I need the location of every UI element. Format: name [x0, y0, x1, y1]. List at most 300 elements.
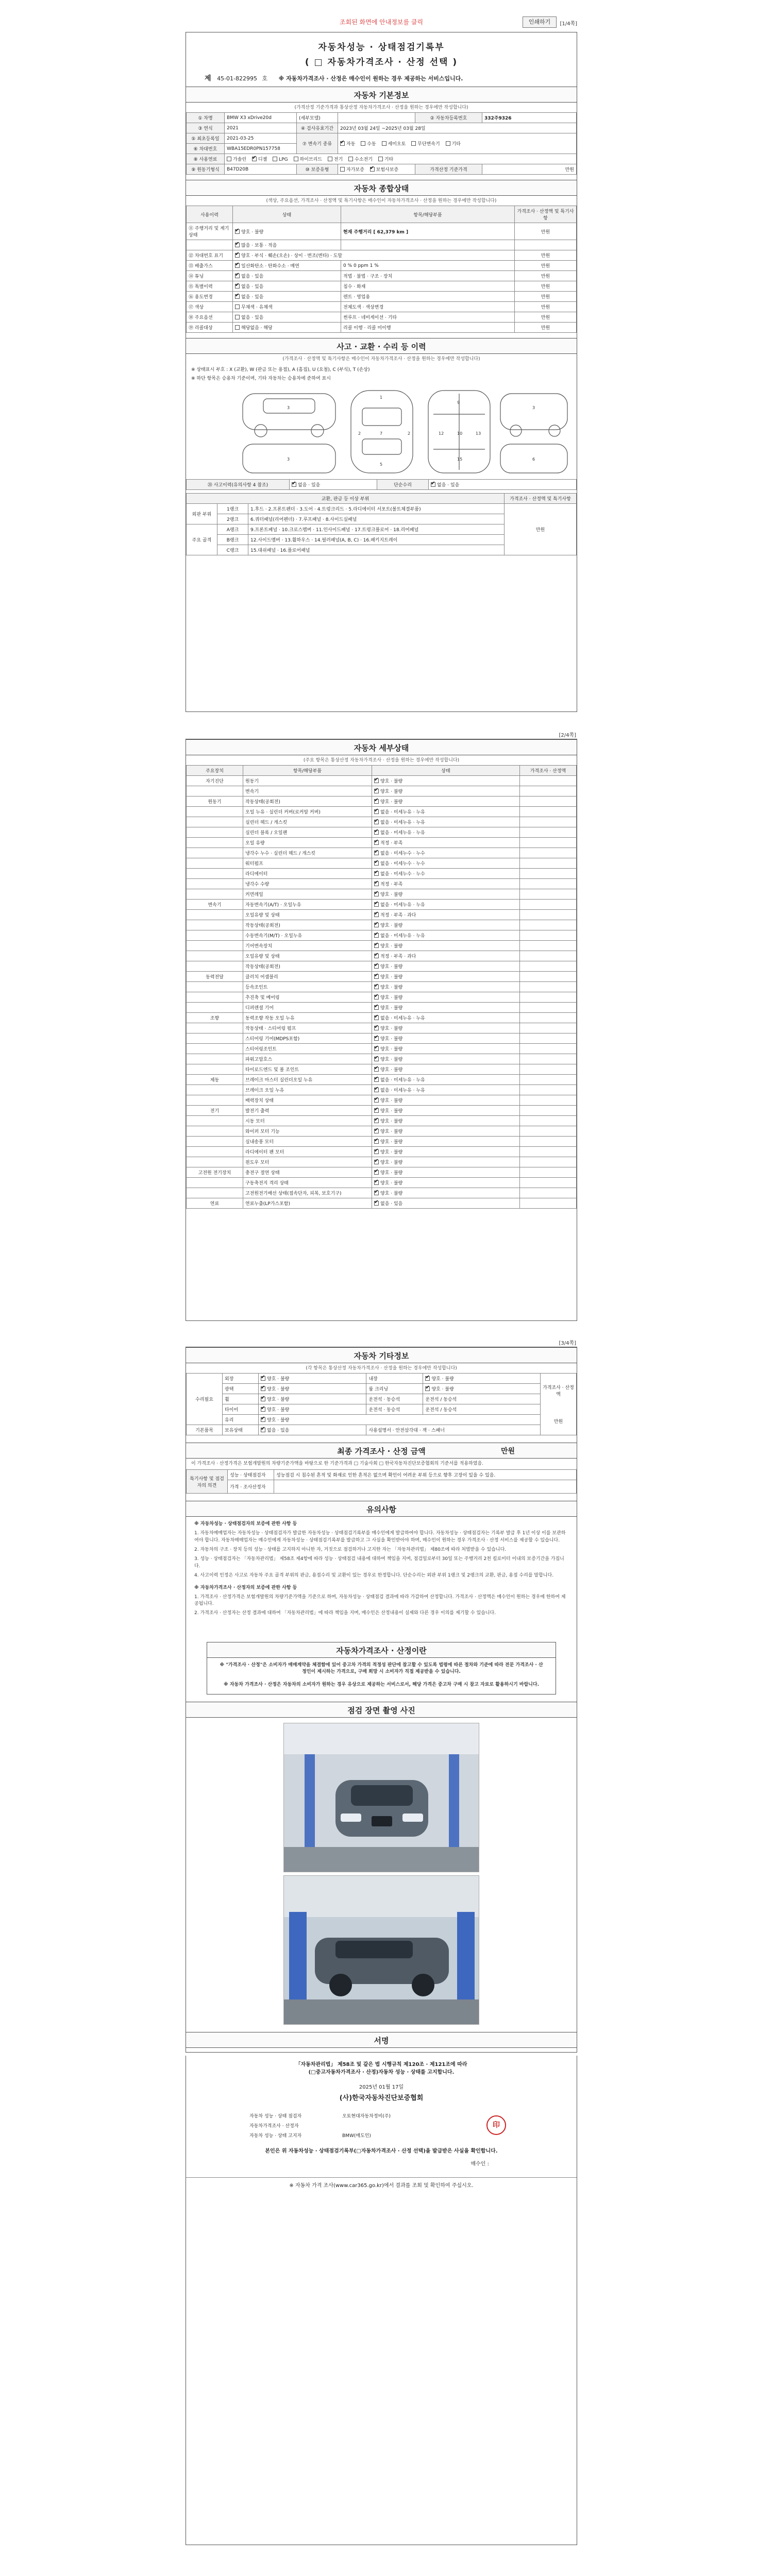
- item-cell: 연료누출(LP가스포함): [243, 1198, 372, 1209]
- item-cell: 기어변속장치: [243, 941, 372, 951]
- state-cell: [233, 271, 341, 281]
- price-cell: [520, 910, 577, 920]
- table-row: [187, 1394, 577, 1404]
- checkbox-icon: [340, 141, 345, 146]
- frame-price: 만원: [505, 504, 577, 555]
- table-row: [187, 164, 577, 175]
- basic-label: ④ 검사유효기간: [297, 123, 338, 133]
- checkbox-icon: [425, 1386, 430, 1391]
- caution-item: 2. 가격조사 · 산정자는 산정 결과에 대하여 「자동차관리법」에 따라 책임을 지며, 매수인은 산정내용이 실제와 다른 경우 이의를 제기할 수 있습니다.: [194, 1611, 496, 1616]
- checkbox-icon: [374, 1046, 379, 1051]
- device-cell: 원동기: [187, 796, 243, 807]
- state-text: 없음 · 미세누유 · 누유: [380, 831, 425, 836]
- checkbox-icon: [411, 141, 416, 146]
- device-cell: 제동: [187, 1075, 243, 1085]
- svg-text:9: 9: [457, 400, 460, 405]
- doc-no-suffix: 호: [262, 75, 268, 82]
- caution-item: 4. 사고이력 인정은 사고로 자동차 주요 골격 부위의 판금, 용접수리 및 교환이 있는 경우로 한정합니다. 단순수리는 외판 부위 1랭크 및 2랭크의 교환, 판금, 용접 수리를 말합니다.: [194, 1572, 554, 1578]
- table-row: [187, 920, 577, 930]
- checkbox-icon: [261, 1386, 265, 1391]
- other-item: 유리: [223, 1415, 259, 1425]
- state-cell: [372, 879, 520, 889]
- item-cell: 커먼레일: [243, 889, 372, 900]
- table-row: [187, 1404, 577, 1415]
- frame-parts: 6.쿼터패널(리어펜더) · 7.루프패널 · 8.사이드실패널: [248, 514, 505, 524]
- svg-text:3: 3: [287, 457, 290, 462]
- state-text: 양호 · 불량: [267, 1377, 290, 1382]
- price-cell: [520, 889, 577, 900]
- frame-parts: 15.대쉬패널 · 16.플로어패널: [248, 545, 505, 555]
- state-cell: [372, 1157, 520, 1167]
- sign-receipt: 본인은 위 자동차성능 · 상태점검기록부(□자동차가격조사 · 산정 선택)을 발급받은 사실을 확인합니다.: [265, 2148, 498, 2154]
- item-cell: 발전기 출력: [243, 1106, 372, 1116]
- device-cell: [187, 827, 243, 838]
- col-header: 상태: [372, 766, 520, 776]
- table-row: [187, 223, 577, 240]
- car-photo-icon: [284, 1876, 479, 2025]
- section-final: [186, 1443, 577, 1459]
- inspection-photo-side: [283, 1875, 479, 2025]
- device-cell: [187, 889, 243, 900]
- detail-table: [186, 765, 577, 1209]
- frame-rank: 2랭크: [217, 514, 248, 524]
- final-text: 이 가격조사 · 산정가격은 보험개발원의 차량기준가액을 바탕으로 한 기준가격과 □ 기술사회 □ 한국자동차진단보증협회의 기준서를 적용하였음.: [191, 1461, 484, 1466]
- frame-parts: 12.사이드멤버 · 13.휠하우스 · 14.필러패널(A, B, C) · 16.패키지트레이: [248, 535, 505, 545]
- price-cell: [520, 817, 577, 827]
- checkbox-icon: [431, 482, 435, 487]
- state-cell: [372, 796, 520, 807]
- checkbox-icon: [374, 882, 379, 886]
- price-cell: [520, 1116, 577, 1126]
- other-state: [259, 1404, 366, 1415]
- checkbox-icon: [374, 943, 379, 948]
- state-cell: [372, 1198, 520, 1209]
- state-cell: [372, 786, 520, 796]
- device-cell: [187, 869, 243, 879]
- state-cell: [372, 1013, 520, 1023]
- detail-cell: 썬루프 · 네비게이션 · 기타: [341, 312, 515, 323]
- state-text: 양호 · 불량: [380, 1191, 403, 1196]
- device-cell: [187, 1126, 243, 1137]
- col-header: 가격조사 · 산정액 및 특기사항: [505, 494, 577, 504]
- checkbox-icon: [374, 1139, 379, 1144]
- final-table: [186, 1469, 577, 1494]
- state-cell: [233, 281, 341, 292]
- section-other: 자동차 기타정보: [186, 1347, 577, 1363]
- other-item: 운전석 · 동승석: [366, 1404, 423, 1415]
- doc-number-line: [186, 73, 577, 82]
- state-text: 없음 · 미세누유 · 누유: [380, 820, 425, 825]
- device-cell: [187, 982, 243, 992]
- odometer: 현재 주행거리 [ 62,379 km ]: [341, 223, 515, 240]
- table-row: [247, 2111, 515, 2121]
- table-row: [187, 1116, 577, 1126]
- table-row: [187, 1157, 577, 1167]
- state-text: 양호 · 부식 · 훼손(오손) · 상이 · 변조(변타) · 도말: [241, 253, 343, 259]
- checkbox-icon: [374, 1191, 379, 1195]
- row-label: ⑰ 색상: [187, 302, 233, 312]
- state-cell: [372, 1126, 520, 1137]
- caution-item: 1. 자동차매매업자는 자동차성능 · 상태점검자가 발급한 자동차성능 · 상태점검기록부를 매수인에게 발급하여야 합니다. 자동차성능 · 상태점검자는 기록부 발급 후 1년 이상 이를 보관하여야 합니다. 자동차매매업자는 매수인에게 자동차성능 · 상태점검기록부를 발급하고 그 사실을 확인받아야 하며, 매수인이 원하는 경우 가격조사 · 산정 서비스를 제공할 수 있습니다.: [194, 1530, 566, 1543]
- opinion-sub: 가격 · 조사산정자: [228, 1480, 274, 1494]
- state-cell: [372, 827, 520, 838]
- table-row: [187, 838, 577, 848]
- sign-role: 자동차가격조사 · 산정자: [249, 2123, 299, 2129]
- svg-text:7: 7: [380, 431, 383, 436]
- checkbox-icon: [374, 892, 379, 896]
- seal-stamp: [484, 2111, 515, 2140]
- table-row: [187, 1374, 577, 1384]
- checkbox-icon: [292, 482, 296, 487]
- state-text: 없음 · 미세누수 · 누수: [380, 861, 425, 867]
- state-cell: [372, 807, 520, 817]
- row-label: ⑯ 용도변경: [187, 292, 233, 302]
- checkbox-icon: [374, 1036, 379, 1041]
- table-row: [187, 961, 577, 972]
- table-row: [187, 240, 577, 250]
- state-cell: [233, 261, 341, 271]
- checkbox-icon: [361, 141, 365, 146]
- doc-notice: ※ 자동차가격조사 · 산정은 매수인이 원하는 경우 제공하는 서비스입니다.: [278, 75, 463, 82]
- checkbox-icon: [374, 871, 379, 876]
- svg-text:6: 6: [532, 457, 535, 462]
- item-cell: 파워고압호스: [243, 1054, 372, 1064]
- transmission-type: ✔ 자동 수동 세미오토 무단변속기 기타: [338, 133, 577, 154]
- col-header: 가격조사 · 산정액: [520, 766, 577, 776]
- device-cell: [187, 858, 243, 869]
- state-text: 양호 · 불량: [431, 1377, 454, 1382]
- other-state: [259, 1394, 366, 1404]
- doc-no-label: 제: [205, 75, 211, 82]
- price-cell: [520, 951, 577, 961]
- section-photos: 점검 장면 촬영 사진: [186, 1702, 577, 1718]
- table-row: [187, 1013, 577, 1023]
- other-state: [423, 1374, 541, 1384]
- price-cell: [520, 1137, 577, 1147]
- page-1: [186, 32, 577, 712]
- state-text: 양호 · 불량: [380, 985, 403, 990]
- basic-label: (세부모델): [297, 113, 338, 123]
- state-cell: [372, 889, 520, 900]
- caution-item: 2. 자동차의 구조 · 장치 등의 성능 · 상태를 고지하지 아니한 자, 거짓으로 점검하거나 고지한 자는 「자동차관리법」 제80조에 따라 처벌받을 수 있습니다.: [194, 1547, 507, 1552]
- section-sign: 서명: [186, 2032, 577, 2048]
- state-text: 양호 · 불량: [380, 1057, 403, 1062]
- price-cell: [520, 1003, 577, 1013]
- checkbox-icon: [374, 964, 379, 969]
- checkbox-icon: [235, 315, 240, 319]
- checkbox-icon: [235, 253, 240, 258]
- accident-legend-2: ※ 하단 항목은 승용차 기준이며, 기타 자동차는 승용차에 준하여 표시: [191, 376, 331, 381]
- state-cell: [372, 1033, 520, 1044]
- state-text: 양호 · 불량: [380, 1109, 403, 1114]
- table-row: [187, 1064, 577, 1075]
- state-text: 없음 · 있음: [267, 1428, 290, 1433]
- doc-title: 자동차성능 · 상태점검기록부: [318, 42, 445, 53]
- table-header-row: [187, 766, 577, 776]
- item-cell: 작동상태(공회전): [243, 961, 372, 972]
- detail-cell: 전체도색 · 색상변경: [341, 302, 515, 312]
- car-outline-icon: [186, 383, 578, 479]
- price-cell: [520, 1044, 577, 1054]
- page-number: [2/4쪽]: [559, 733, 576, 738]
- table-header-row: [187, 206, 577, 223]
- checkbox-icon: [374, 902, 379, 907]
- item-cell: 냉각수 누수 · 실린더 헤드 / 개스킷: [243, 848, 372, 858]
- checkbox-icon: [382, 141, 386, 146]
- detail-cell: [341, 240, 515, 250]
- checkbox-icon: [374, 1118, 379, 1123]
- state-cell: [372, 941, 520, 951]
- other-table: [186, 1373, 577, 1435]
- device-cell: [187, 941, 243, 951]
- price-head: 가격조사 · 산정액: [543, 1385, 574, 1397]
- plate-number: 332주9326: [482, 113, 577, 123]
- other-item: 내장: [366, 1374, 423, 1384]
- other-item: 운전석 · 동승석: [366, 1394, 423, 1404]
- section-caution: 유의사항: [186, 1501, 577, 1517]
- sign-name: BMW(매도인): [342, 2133, 371, 2139]
- page-number: [1/4쪽]: [560, 21, 577, 27]
- opinion-label: 특기사항 및 점검자의 의견: [187, 1470, 228, 1494]
- frame-group: 주요 골격: [187, 524, 217, 555]
- svg-text:13: 13: [476, 431, 481, 436]
- row-label: ⑮ 특별이력: [187, 281, 233, 292]
- item-cell: 자동변속기(A/T) · 오일누유: [243, 900, 372, 910]
- caution-item: 3. 성능 · 상태점검자는 「자동차관리법」 제58조 제4항에 따라 성능 · 상태점검 내용에 대하여 책임을 지며, 점검일로부터 30일 또는 주행거리 2천 킬로미터 이내의 보증기간을 가집니다.: [194, 1556, 564, 1569]
- device-cell: [187, 1023, 243, 1033]
- item-cell: 라디에이터 팬 모터: [243, 1147, 372, 1157]
- table-row: [187, 817, 577, 827]
- price-cell: [520, 930, 577, 941]
- device-cell: [187, 1137, 243, 1147]
- state-text: 양호 · 불량: [380, 975, 403, 980]
- device-cell: [187, 992, 243, 1003]
- state-text: 일산화탄소 · 탄화수소 · 매연: [241, 264, 299, 269]
- table-row: [187, 480, 577, 490]
- page-3: [186, 1347, 577, 2053]
- table-row: [187, 848, 577, 858]
- state-cell: [372, 930, 520, 941]
- price-cell: 만원: [515, 292, 577, 302]
- item-cell: 동력조향 작동 오일 누유: [243, 1013, 372, 1023]
- state-cell: [372, 910, 520, 920]
- table-row: [187, 858, 577, 869]
- checkbox-icon: [374, 1129, 379, 1133]
- state-text: 양호 · 불량: [380, 1129, 403, 1134]
- col-header: 사용이력: [187, 206, 233, 223]
- section-overall-note: (색상, 주요옵션, 가격조사 · 산정액 및 특기사항은 매수인이 자동차가격조사 · 산정을 원하는 경우에만 작성합니다): [266, 198, 497, 204]
- state-cell: [233, 292, 341, 302]
- state-cell: [372, 1023, 520, 1033]
- checkbox-icon: [374, 1149, 379, 1154]
- section-basic-note: (가격산정 기준가격과 통상산정 자동차가격조사 · 산정을 원하는 경우에만 작성합니다): [294, 105, 468, 110]
- price-cell: [520, 982, 577, 992]
- checkbox-icon: [374, 1108, 379, 1113]
- detail-cell: 침수 · 화재: [341, 281, 515, 292]
- checkbox-icon: [235, 304, 240, 309]
- sign-text: (□중고자동차가격조사 · 산정)자동차 성능 · 상태를 고지합니다.: [308, 2070, 455, 2075]
- row-label: ⑪ 주행거리 및 계기상태: [187, 223, 233, 240]
- table-row: [187, 1095, 577, 1106]
- info-link[interactable]: 조회된 화면에 안내정보를 클릭: [339, 19, 424, 26]
- table-row: [187, 951, 577, 961]
- device-cell: [187, 848, 243, 858]
- table-row: [187, 504, 577, 514]
- table-row: [247, 2121, 515, 2130]
- state-cell: [372, 1106, 520, 1116]
- sign-name: [340, 2121, 484, 2130]
- basic-label: ⑩ 보증유형: [297, 164, 338, 175]
- device-cell: 연료: [187, 1198, 243, 1209]
- table-row: [187, 910, 577, 920]
- detail-cell: 리콜 이행 · 리콜 미이행: [341, 323, 515, 333]
- state-cell: [372, 1075, 520, 1085]
- item-cell: 디퍼렌셜 기어: [243, 1003, 372, 1013]
- price-cell: 만원: [515, 223, 577, 240]
- checkbox-icon: [374, 809, 379, 814]
- state-cell: [233, 250, 515, 261]
- state-text: 해당없음 · 해당: [241, 326, 273, 331]
- row-label: ⑱ 주요옵션: [187, 312, 233, 323]
- basic-label: ⑧ 사용연료: [187, 154, 225, 164]
- basic-label: ⑦ 변속기 종류: [297, 133, 338, 154]
- price-cell: [520, 1013, 577, 1023]
- table-row: [187, 123, 577, 133]
- price-cell: [520, 776, 577, 786]
- state-text: 양호 · 불량: [380, 779, 403, 784]
- item-cell: 클러치 어셈블리: [243, 972, 372, 982]
- checkbox-icon: [328, 157, 332, 161]
- state-cell: [372, 1054, 520, 1064]
- frame-parts: 1.후드 · 2.프론트펜더 · 3.도어 · 4.트렁크리드 · 5.라디에이터 서포트(볼트체결부품): [248, 504, 505, 514]
- price-cell: 만원: [515, 281, 577, 292]
- other-state: 운전석 / 동승석: [423, 1404, 541, 1415]
- intro-text: ※ 자동차 가격조사 · 산정은 자동차의 소비자가 원하는 경우 유상으로 제공하는 서비스로서, 해당 가격은 중고차 구매 시 참고 자료로 활용하시기 바랍니다.: [223, 1682, 539, 1688]
- doc-subtitle: ( □ 자동차가격조사 · 산정 선택 ): [305, 57, 458, 67]
- device-cell: 고전원 전기장치: [187, 1167, 243, 1178]
- col-header: 상태: [233, 206, 341, 223]
- price-cell: [520, 1033, 577, 1044]
- table-row: [187, 1137, 577, 1147]
- price-cell: [520, 1054, 577, 1064]
- checkbox-icon: [261, 1417, 265, 1422]
- state-text: 없음 · 있음: [298, 483, 321, 488]
- col-header: 항목/해당부품: [243, 766, 372, 776]
- inspection-period: 2023년 03월 24일 ~2025년 03월 28일: [338, 123, 577, 133]
- svg-text:15: 15: [457, 457, 463, 462]
- sign-text: 「자동차관리법」 제58조 및 같은 법 시행규칙 제120조 · 제121조에 따라: [295, 2062, 467, 2067]
- section-accident-note: (가격조사 · 산정액 및 특기사항은 매수인이 자동차가격조사 · 산정을 원하는 경우에만 작성합니다): [282, 357, 480, 362]
- frame-rank: 1랭크: [217, 504, 248, 514]
- other-item: 보유상태: [223, 1425, 259, 1435]
- checkbox-icon: [374, 974, 379, 979]
- table-row: [187, 1167, 577, 1178]
- print-button[interactable]: 인쇄하기: [523, 16, 557, 28]
- svg-text:12: 12: [439, 431, 444, 436]
- device-cell: [187, 1085, 243, 1095]
- state-text: 양호 · 불량: [380, 1150, 403, 1155]
- sign-name: 오토현대자동차정비(주): [342, 2113, 391, 2119]
- device-cell: [187, 838, 243, 848]
- item-cell: 고전원전기배선 상태(접속단자, 피복, 보호기구): [243, 1188, 372, 1198]
- table-row: [187, 271, 577, 281]
- table-row: [187, 869, 577, 879]
- price-cell: [515, 240, 577, 250]
- table-row: [187, 1044, 577, 1054]
- state-cell: [372, 961, 520, 972]
- state-text: 없음 · 있음: [380, 1201, 403, 1207]
- basic-value: [338, 113, 415, 123]
- table-row: [187, 1126, 577, 1137]
- car-photo-icon: [284, 1723, 479, 1872]
- table-row: [187, 281, 577, 292]
- sign-date: 2025년 01월 17일: [359, 2084, 404, 2090]
- device-cell: [187, 1147, 243, 1157]
- table-row: [187, 796, 577, 807]
- warranty-type: 자가보증 ✔ 보험사보증: [338, 164, 415, 175]
- price-cell: [520, 838, 577, 848]
- device-cell: [187, 817, 243, 827]
- checkbox-icon: [261, 1428, 265, 1432]
- car-diagram: [186, 383, 577, 479]
- checkbox-icon: [348, 157, 353, 161]
- state-text: 양호 · 불량: [380, 1098, 403, 1104]
- item-cell: 실린더 블록 / 오일팬: [243, 827, 372, 838]
- checkbox-icon: [374, 985, 379, 989]
- checkbox-icon: [374, 820, 379, 824]
- state-cell: [372, 1044, 520, 1054]
- device-cell: 동력전달: [187, 972, 243, 982]
- price-cell: [520, 786, 577, 796]
- basic-label: ① 차명: [187, 113, 225, 123]
- price-cell: [520, 869, 577, 879]
- price-cell: 만원: [515, 323, 577, 333]
- state-cell: [372, 1167, 520, 1178]
- other-group: 수리필요: [187, 1374, 223, 1425]
- item-cell: 구동축전지 격리 상태: [243, 1178, 372, 1188]
- item-cell: 타이로드엔드 및 볼 조인트: [243, 1064, 372, 1075]
- checkbox-icon: [374, 1067, 379, 1072]
- row-label: [187, 240, 233, 250]
- device-cell: 변속기: [187, 900, 243, 910]
- repair-value: [429, 480, 577, 490]
- table-row: [187, 323, 577, 333]
- state-text: 적정 · 부족: [380, 882, 403, 887]
- checkbox-icon: [374, 1098, 379, 1103]
- price-cell: [520, 1198, 577, 1209]
- item-cell: 와이퍼 모터 기능: [243, 1126, 372, 1137]
- item-cell: 스티어링조인트: [243, 1044, 372, 1054]
- basic-label: ⑥ 차대번호: [187, 144, 225, 154]
- table-row: [187, 1178, 577, 1188]
- table-row: [247, 2130, 515, 2140]
- basic-label: 가격산정 기준가격: [415, 164, 482, 175]
- state-text: 없음 · 있음: [241, 284, 264, 290]
- table-row: [187, 1198, 577, 1209]
- other-state: [259, 1384, 366, 1394]
- device-cell: 조향: [187, 1013, 243, 1023]
- state-cell: [372, 982, 520, 992]
- table-row: [187, 1085, 577, 1095]
- state-cell: [233, 302, 341, 312]
- item-cell: 오일유량 및 상태: [243, 910, 372, 920]
- table-row: [187, 889, 577, 900]
- accident-summary: [186, 479, 577, 490]
- state-text: 양호 · 불량: [380, 800, 403, 805]
- svg-text:10: 10: [457, 431, 463, 436]
- table-row: [187, 879, 577, 889]
- checkbox-icon: [374, 789, 379, 793]
